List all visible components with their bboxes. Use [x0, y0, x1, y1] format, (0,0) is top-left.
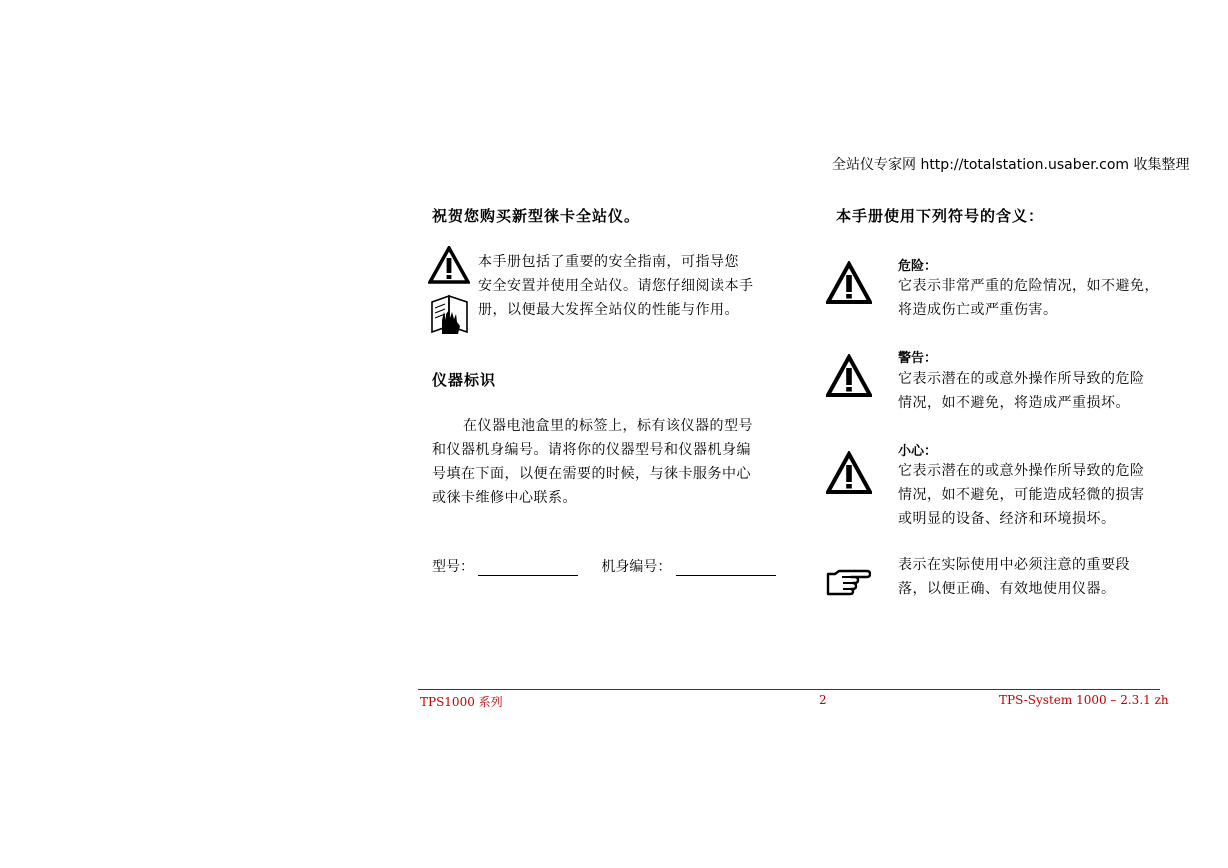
warning-title: 警告： [898, 351, 938, 366]
serial-label: 机身编号： [601, 559, 672, 575]
warning-desc [898, 367, 1178, 415]
caution-desc [898, 459, 1178, 531]
warning-triangle-icon [428, 246, 470, 284]
intro-paragraph [478, 250, 778, 322]
danger-line: 将造成伤亡或严重伤害。 [898, 302, 1058, 318]
symbols-heading: 本手册使用下列符号的含义： [836, 207, 1045, 225]
caution-line: 它表示潜在的或意外操作所导致的危险 [898, 463, 1145, 479]
intro-line: 册，以便最大发挥全站仪的性能与作用。 [478, 302, 739, 318]
footer-doc-id: TPS-System 1000 – 2.3.1 zh [999, 693, 1169, 707]
page-number: 2 [819, 693, 827, 707]
serial-field[interactable] [676, 561, 776, 576]
model-row [432, 556, 776, 576]
id-line: 在仪器电池盒里的标签上，标有该仪器的型号 [463, 418, 753, 434]
note-line: 表示在实际使用中必须注意的重要段 [898, 557, 1130, 573]
intro-line: 安全安置并使用全站仪。请您仔细阅读本手 [478, 278, 754, 294]
id-line: 或徕卡维修中心联系。 [432, 490, 577, 506]
id-line: 和仪器机身编号。请将你的仪器型号和仪器机身编 [432, 442, 751, 458]
note-desc [898, 553, 1178, 601]
footer-series: TPS1000 系列 [420, 695, 503, 709]
warning-line: 情况，如不避免，将造成严重损坏。 [898, 395, 1130, 411]
header-note: 全站仪专家网 http://totalstation.usaber.com 收集整理 [832, 157, 1190, 173]
caution-title: 小心： [898, 444, 938, 459]
congrats-heading: 祝贺您购买新型徕卡全站仪。 [432, 207, 641, 225]
footer-rule [418, 689, 1160, 690]
model-field[interactable] [478, 561, 578, 576]
id-line: 号填在下面，以便在需要的时候，与徕卡服务中心 [432, 466, 751, 482]
pointing-hand-icon [825, 568, 871, 596]
warning-line: 它表示潜在的或意外操作所导致的危险 [898, 371, 1145, 387]
danger-title: 危险： [898, 259, 938, 274]
danger-icon [826, 261, 872, 305]
danger-line: 它表示非常严重的危险情况，如不避免， [898, 278, 1159, 294]
read-manual-icon [430, 292, 470, 334]
intro-line: 本手册包括了重要的安全指南，可指导您 [478, 254, 739, 270]
caution-line: 或明显的设备、经济和环境损坏。 [898, 511, 1116, 527]
id-heading: 仪器标识 [432, 371, 497, 389]
id-paragraph [432, 414, 782, 510]
model-label: 型号： [432, 559, 474, 575]
warning-icon [826, 354, 872, 398]
note-line: 落，以便正确、有效地使用仪器。 [898, 581, 1116, 597]
caution-icon [826, 451, 872, 495]
danger-desc [898, 274, 1178, 322]
caution-line: 情况，如不避免，可能造成轻微的损害 [898, 487, 1145, 503]
